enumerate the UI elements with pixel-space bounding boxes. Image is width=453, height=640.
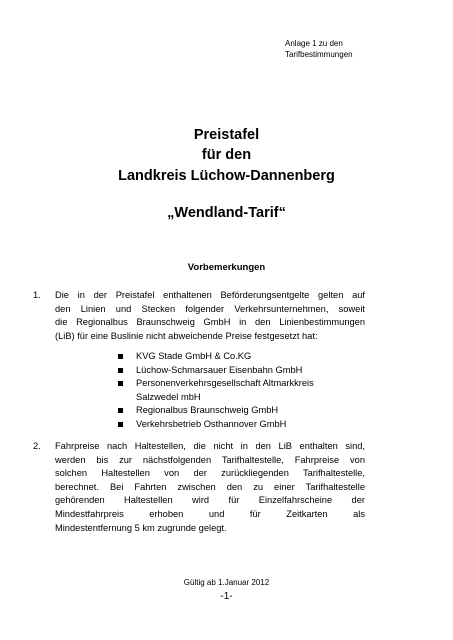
operator-name: Regionalbus Braunschweig GmbH bbox=[136, 405, 279, 415]
paragraph-2-line: Mindestentfernung 5 km zugrunde gelegt. bbox=[55, 522, 227, 533]
paragraph-1 bbox=[33, 289, 365, 343]
operator-item bbox=[118, 377, 368, 404]
operator-item bbox=[118, 350, 368, 364]
tariff-name: „Wendland-Tarif“ bbox=[167, 205, 286, 221]
operator-name-continued: Salzwedel mbH bbox=[136, 391, 201, 402]
operator-list bbox=[118, 350, 368, 431]
bullet-square-icon bbox=[118, 408, 123, 413]
operator-name: Lüchow-Schmarsauer Eisenbahn GmbH bbox=[136, 364, 303, 375]
operator-item bbox=[118, 418, 368, 432]
paragraph-2-line: berechnet. Bei Fahrten zwischen den zu einer Tarifhaltestelle bbox=[55, 481, 365, 492]
paragraph-1-line: die Regionalbus Braunschweig GmbH in den Linienbestimmungen bbox=[55, 317, 365, 328]
annex-note bbox=[285, 38, 375, 60]
bullet-square-icon bbox=[118, 354, 123, 359]
paragraph-2-line: solchen Haltestellen von der zurückliegenden Tarifhaltestelle, bbox=[55, 468, 365, 479]
title-line-1: Preistafel bbox=[193, 127, 260, 143]
paragraph-2-line: Fahrpreise nach Haltestellen, die nicht in den LiB enthalten sind, bbox=[55, 441, 365, 451]
paragraph-2-line: gehörenden Haltestellen wird für Einzelfahrscheine der bbox=[55, 495, 365, 506]
annex-line-1: Anlage 1 zu den bbox=[285, 39, 343, 48]
paragraph-1-line: Die in der Preistafel enthaltenen Beförderungsentgelte gelten auf bbox=[55, 290, 365, 300]
bullet-square-icon bbox=[118, 422, 123, 427]
paragraph-2 bbox=[33, 440, 365, 535]
operator-name: Personenverkehrsgesellschaft Altmarkkreis bbox=[136, 378, 314, 388]
operator-name: KVG Stade GmbH & Co.KG bbox=[136, 351, 252, 361]
paragraph-2-line: Mindestfahrpreis erhoben und für Zeitkarten als bbox=[55, 508, 365, 519]
paragraph-1-line: (LiB) für eine Buslinie nicht abweichende Preise festgesetzt hat: bbox=[55, 330, 318, 341]
operator-item bbox=[118, 364, 368, 378]
annex-line-2: Tarifbestimmungen bbox=[285, 50, 353, 59]
operator-name: Verkehrsbetrieb Osthannover GmbH bbox=[136, 418, 287, 429]
bullet-square-icon bbox=[118, 381, 123, 386]
title-line-2: für den bbox=[201, 147, 252, 163]
validity-note: Gültig ab 1.Januar 2012 bbox=[183, 578, 270, 587]
paragraph-2-line: werden bis zur nächstfolgenden Tarifhaltestelle, Fahrpreise von bbox=[55, 454, 365, 465]
operator-item bbox=[118, 404, 368, 418]
title-line-3: Landkreis Lüchow-Dannenberg bbox=[118, 168, 335, 184]
section-heading: Vorbemerkungen bbox=[187, 262, 266, 273]
paragraph-1-number: 1. bbox=[33, 290, 41, 300]
paragraph-1-line: den Linien und Stecken folgender Verkehrsunternehmen, soweit bbox=[55, 303, 365, 314]
page-number: -1- bbox=[220, 591, 233, 602]
bullet-square-icon bbox=[118, 368, 123, 373]
paragraph-2-number: 2. bbox=[33, 441, 41, 451]
